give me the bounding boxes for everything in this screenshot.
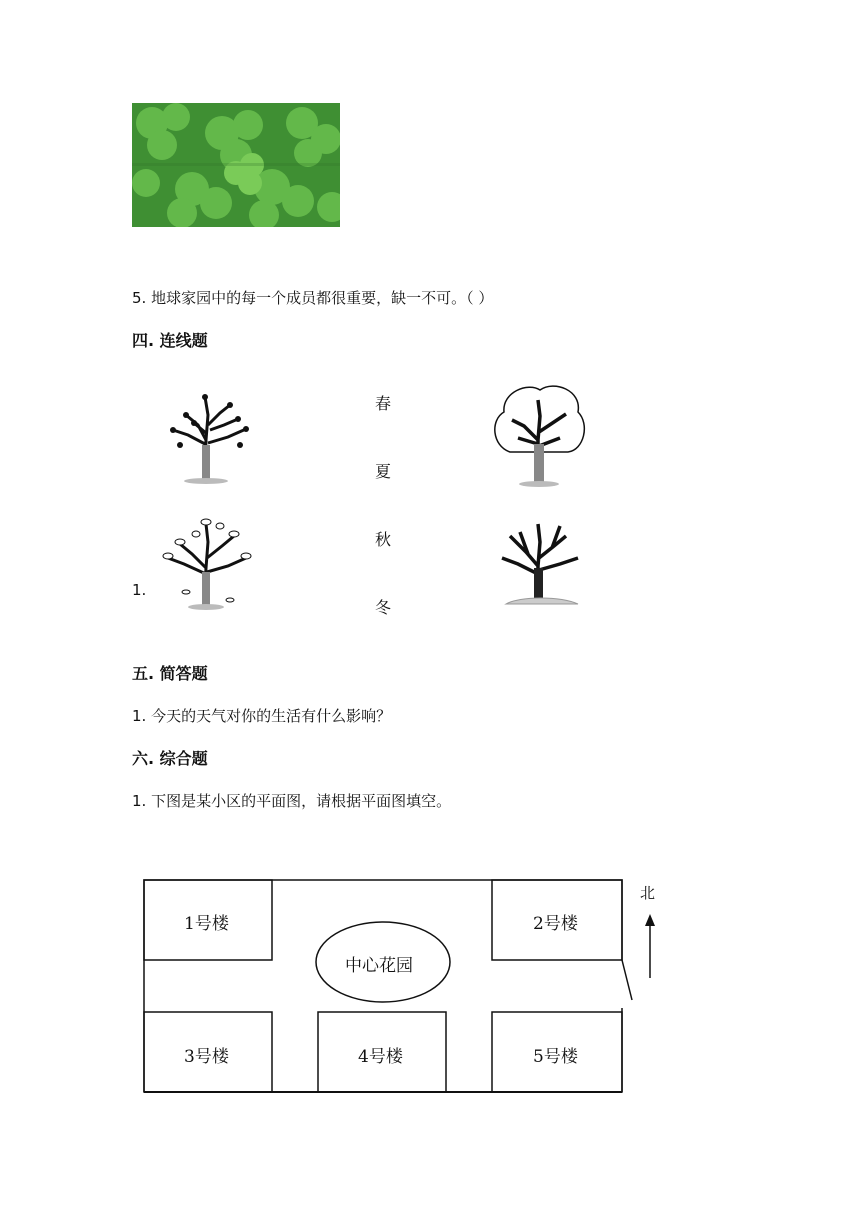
season-spring: 春 (375, 394, 392, 413)
season-autumn: 秋 (375, 530, 392, 549)
section-4-title: 四. 连线题 (132, 331, 208, 350)
north-label: 北 (640, 884, 656, 902)
season-summer: 夏 (375, 462, 392, 481)
matching-question-number: 1. (132, 581, 147, 599)
season-winter: 冬 (375, 598, 392, 617)
question-5: 5. 地球家园中的每一个成员都很重要，缺一不可。（ ） (132, 289, 494, 307)
building-2-label: 2号楼 (533, 914, 578, 934)
building-1-label: 1号楼 (184, 914, 229, 934)
building-3-label: 3号楼 (184, 1047, 229, 1067)
section-5-title: 五. 简答题 (132, 664, 208, 683)
north-arrow-icon (645, 914, 655, 926)
section-5-question-1: 1. 今天的天气对你的生活有什么影响？ (132, 707, 392, 725)
section-6-title: 六. 综合题 (132, 749, 208, 768)
central-garden-label: 中心花园 (345, 956, 413, 976)
section-6-question-1: 1. 下图是某小区的平面图，请根据平面图填空。 (132, 792, 452, 810)
building-4-label: 4号楼 (358, 1047, 403, 1067)
building-5-label: 5号楼 (533, 1047, 578, 1067)
